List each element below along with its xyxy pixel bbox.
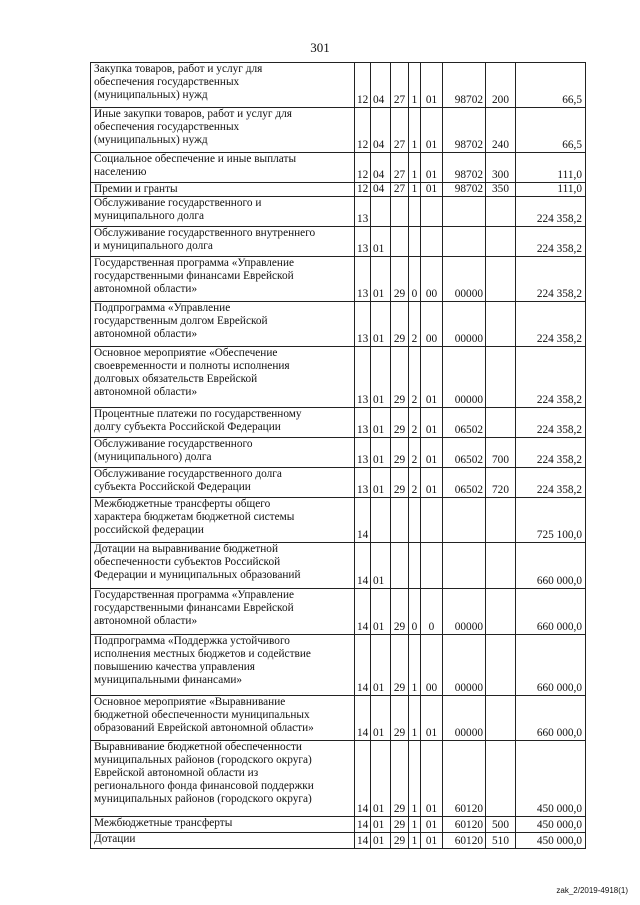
table-row xyxy=(91,438,586,468)
amount: 450 000,0 xyxy=(516,833,586,849)
budget-item-name: Основное мероприятие «Выравнивание бюджетной обеспеченности муниципальных образований Еврейской автономной области» xyxy=(91,696,355,741)
subprogram-code: 0 xyxy=(409,257,421,302)
amount: 224 358,2 xyxy=(516,227,586,257)
program-code: 29 xyxy=(391,817,409,833)
direction-code: 00000 xyxy=(443,589,486,635)
section-code: 14 xyxy=(355,589,371,635)
section-code: 14 xyxy=(355,635,371,696)
table-row xyxy=(91,408,586,438)
section-code: 14 xyxy=(355,696,371,741)
program-code: 29 xyxy=(391,408,409,438)
section-code: 13 xyxy=(355,257,371,302)
section-code: 14 xyxy=(355,833,371,849)
activity-code: 01 xyxy=(421,438,443,468)
subprogram-code: 0 xyxy=(409,589,421,635)
table-row xyxy=(91,741,586,817)
subsection-code: 01 xyxy=(371,227,391,257)
table-row xyxy=(91,468,586,498)
amount: 224 358,2 xyxy=(516,347,586,408)
table-row xyxy=(91,589,586,635)
document-code: zak_2/2019-4918(1) xyxy=(556,886,628,895)
budget-item-name: Межбюджетные трансферты общего характера бюджетам бюджетной системы российской федерации xyxy=(91,498,355,543)
direction-code: 00000 xyxy=(443,696,486,741)
activity-code: 01 xyxy=(421,153,443,183)
direction-code xyxy=(443,498,486,543)
table-row xyxy=(91,347,586,408)
expense-type-code: 350 xyxy=(486,183,516,197)
amount: 66,5 xyxy=(516,63,586,108)
amount: 725 100,0 xyxy=(516,498,586,543)
expense-type-code: 240 xyxy=(486,108,516,153)
table-row xyxy=(91,543,586,589)
subsection-code: 01 xyxy=(371,543,391,589)
table-row xyxy=(91,696,586,741)
activity-code: 0 xyxy=(421,589,443,635)
subsection-code: 04 xyxy=(371,153,391,183)
section-code: 13 xyxy=(355,408,371,438)
activity-code: 01 xyxy=(421,108,443,153)
amount: 224 358,2 xyxy=(516,468,586,498)
budget-item-name: Обслуживание государственного внутреннего и муниципального долга xyxy=(91,227,355,257)
subsection-code: 04 xyxy=(371,63,391,108)
expense-type-code: 300 xyxy=(486,153,516,183)
expense-type-code: 720 xyxy=(486,468,516,498)
amount: 224 358,2 xyxy=(516,438,586,468)
activity-code: 01 xyxy=(421,408,443,438)
subprogram-code xyxy=(409,197,421,227)
subprogram-code: 1 xyxy=(409,63,421,108)
section-code: 13 xyxy=(355,347,371,408)
program-code xyxy=(391,543,409,589)
subsection-code: 01 xyxy=(371,817,391,833)
program-code: 27 xyxy=(391,153,409,183)
program-code xyxy=(391,498,409,543)
subsection-code: 01 xyxy=(371,302,391,347)
program-code: 29 xyxy=(391,741,409,817)
section-code: 13 xyxy=(355,227,371,257)
activity-code: 00 xyxy=(421,635,443,696)
section-code: 12 xyxy=(355,63,371,108)
direction-code xyxy=(443,227,486,257)
program-code: 29 xyxy=(391,468,409,498)
subprogram-code: 1 xyxy=(409,635,421,696)
subprogram-code: 2 xyxy=(409,302,421,347)
subsection-code: 01 xyxy=(371,408,391,438)
budget-item-name: Государственная программа «Управление государственными финансами Еврейской автономной области» xyxy=(91,257,355,302)
expense-type-code xyxy=(486,302,516,347)
subprogram-code: 1 xyxy=(409,696,421,741)
section-code: 13 xyxy=(355,468,371,498)
direction-code: 06502 xyxy=(443,408,486,438)
activity-code: 01 xyxy=(421,817,443,833)
amount: 660 000,0 xyxy=(516,589,586,635)
subprogram-code: 2 xyxy=(409,438,421,468)
activity-code: 01 xyxy=(421,696,443,741)
activity-code: 01 xyxy=(421,63,443,108)
program-code xyxy=(391,227,409,257)
expense-type-code: 500 xyxy=(486,817,516,833)
table-row xyxy=(91,302,586,347)
activity-code: 00 xyxy=(421,302,443,347)
program-code: 29 xyxy=(391,438,409,468)
direction-code: 60120 xyxy=(443,741,486,817)
subsection-code: 01 xyxy=(371,347,391,408)
subsection-code: 04 xyxy=(371,108,391,153)
table-row xyxy=(91,635,586,696)
subprogram-code: 1 xyxy=(409,108,421,153)
activity-code: 01 xyxy=(421,741,443,817)
activity-code xyxy=(421,227,443,257)
subsection-code: 01 xyxy=(371,589,391,635)
subprogram-code xyxy=(409,543,421,589)
subsection-code: 01 xyxy=(371,635,391,696)
budget-item-name: Процентные платежи по государственному долгу субъекта Российской Федерации xyxy=(91,408,355,438)
subprogram-code: 1 xyxy=(409,741,421,817)
budget-table xyxy=(90,62,586,849)
table-row xyxy=(91,108,586,153)
subprogram-code: 1 xyxy=(409,833,421,849)
activity-code: 01 xyxy=(421,347,443,408)
activity-code: 01 xyxy=(421,833,443,849)
subsection-code: 04 xyxy=(371,183,391,197)
direction-code: 98702 xyxy=(443,108,486,153)
budget-item-name: Дотации на выравнивание бюджетной обеспеченности субъектов Российской Федерации и муниципальных образований xyxy=(91,543,355,589)
expense-type-code xyxy=(486,696,516,741)
subsection-code: 01 xyxy=(371,833,391,849)
expense-type-code: 510 xyxy=(486,833,516,849)
subprogram-code: 2 xyxy=(409,468,421,498)
program-code: 29 xyxy=(391,589,409,635)
section-code: 12 xyxy=(355,108,371,153)
subprogram-code xyxy=(409,227,421,257)
amount: 450 000,0 xyxy=(516,817,586,833)
table-row xyxy=(91,227,586,257)
expense-type-code xyxy=(486,498,516,543)
amount: 111,0 xyxy=(516,153,586,183)
amount: 111,0 xyxy=(516,183,586,197)
program-code: 27 xyxy=(391,183,409,197)
budget-item-name: Основное мероприятие «Обеспечение своевременности и полноты исполнения долговых обязательств Еврейской автономной области» xyxy=(91,347,355,408)
activity-code: 01 xyxy=(421,183,443,197)
activity-code xyxy=(421,543,443,589)
section-code: 14 xyxy=(355,817,371,833)
expense-type-code xyxy=(486,589,516,635)
program-code: 27 xyxy=(391,63,409,108)
activity-code: 01 xyxy=(421,468,443,498)
table-row xyxy=(91,498,586,543)
amount: 224 358,2 xyxy=(516,408,586,438)
direction-code: 98702 xyxy=(443,183,486,197)
subprogram-code: 2 xyxy=(409,347,421,408)
subprogram-code: 1 xyxy=(409,153,421,183)
budget-item-name: Дотации xyxy=(91,833,355,849)
table-row xyxy=(91,153,586,183)
subsection-code: 01 xyxy=(371,438,391,468)
amount: 660 000,0 xyxy=(516,696,586,741)
subsection-code: 01 xyxy=(371,741,391,817)
table-row xyxy=(91,183,586,197)
program-code: 29 xyxy=(391,347,409,408)
section-code: 14 xyxy=(355,543,371,589)
expense-type-code xyxy=(486,741,516,817)
direction-code: 00000 xyxy=(443,257,486,302)
table-body xyxy=(91,63,586,849)
expense-type-code xyxy=(486,635,516,696)
subsection-code: 01 xyxy=(371,257,391,302)
section-code: 12 xyxy=(355,183,371,197)
program-code: 29 xyxy=(391,635,409,696)
amount: 224 358,2 xyxy=(516,197,586,227)
direction-code: 00000 xyxy=(443,302,486,347)
subprogram-code xyxy=(409,498,421,543)
amount: 224 358,2 xyxy=(516,302,586,347)
subsection-code: 01 xyxy=(371,468,391,498)
amount: 66,5 xyxy=(516,108,586,153)
expense-type-code xyxy=(486,227,516,257)
section-code: 14 xyxy=(355,741,371,817)
budget-item-name: Государственная программа «Управление государственными финансами Еврейской автономной области» xyxy=(91,589,355,635)
section-code: 14 xyxy=(355,498,371,543)
amount: 450 000,0 xyxy=(516,741,586,817)
direction-code: 60120 xyxy=(443,833,486,849)
budget-item-name: Обслуживание государственного (муниципального) долга xyxy=(91,438,355,468)
subprogram-code: 1 xyxy=(409,817,421,833)
table-row xyxy=(91,817,586,833)
direction-code xyxy=(443,197,486,227)
expense-type-code xyxy=(486,347,516,408)
direction-code: 00000 xyxy=(443,635,486,696)
table-row xyxy=(91,257,586,302)
program-code: 29 xyxy=(391,257,409,302)
program-code xyxy=(391,197,409,227)
page-number: 301 xyxy=(310,40,330,55)
activity-code xyxy=(421,197,443,227)
budget-item-name: Обслуживание государственного и муниципального долга xyxy=(91,197,355,227)
direction-code: 06502 xyxy=(443,468,486,498)
direction-code: 98702 xyxy=(443,63,486,108)
subsection-code: 01 xyxy=(371,696,391,741)
activity-code: 00 xyxy=(421,257,443,302)
section-code: 12 xyxy=(355,153,371,183)
expense-type-code xyxy=(486,543,516,589)
budget-item-name: Премии и гранты xyxy=(91,183,355,197)
budget-item-name: Подпрограмма «Поддержка устойчивого исполнения местных бюджетов и содействие повышению качества управления муниципальными финансами» xyxy=(91,635,355,696)
program-code: 29 xyxy=(391,302,409,347)
budget-item-name: Выравнивание бюджетной обеспеченности муниципальных районов (городского округа) Еврейской автономной области из регионального фонда финансовой поддержки муниципальных районов (городского округа) xyxy=(91,741,355,817)
direction-code: 60120 xyxy=(443,817,486,833)
amount: 224 358,2 xyxy=(516,257,586,302)
subsection-code xyxy=(371,498,391,543)
program-code: 27 xyxy=(391,108,409,153)
budget-item-name: Подпрограмма «Управление государственным долгом Еврейской автономной области» xyxy=(91,302,355,347)
expense-type-code xyxy=(486,257,516,302)
expense-type-code: 700 xyxy=(486,438,516,468)
subsection-code xyxy=(371,197,391,227)
budget-item-name: Закупка товаров, работ и услуг для обеспечения государственных (муниципальных) нужд xyxy=(91,63,355,108)
section-code: 13 xyxy=(355,197,371,227)
section-code: 13 xyxy=(355,438,371,468)
direction-code: 06502 xyxy=(443,438,486,468)
budget-item-name: Иные закупки товаров, работ и услуг для обеспечения государственных (муниципальных) нужд xyxy=(91,108,355,153)
amount: 660 000,0 xyxy=(516,543,586,589)
section-code: 13 xyxy=(355,302,371,347)
budget-item-name: Межбюджетные трансферты xyxy=(91,817,355,833)
budget-item-name: Обслуживание государственного долга субъекта Российской Федерации xyxy=(91,468,355,498)
direction-code: 00000 xyxy=(443,347,486,408)
amount: 660 000,0 xyxy=(516,635,586,696)
program-code: 29 xyxy=(391,833,409,849)
program-code: 29 xyxy=(391,696,409,741)
activity-code xyxy=(421,498,443,543)
budget-item-name: Социальное обеспечение и иные выплаты населению xyxy=(91,153,355,183)
subprogram-code: 2 xyxy=(409,408,421,438)
expense-type-code xyxy=(486,197,516,227)
table-row xyxy=(91,197,586,227)
expense-type-code: 200 xyxy=(486,63,516,108)
direction-code: 98702 xyxy=(443,153,486,183)
table-row xyxy=(91,833,586,849)
direction-code xyxy=(443,543,486,589)
expense-type-code xyxy=(486,408,516,438)
subprogram-code: 1 xyxy=(409,183,421,197)
table-row xyxy=(91,63,586,108)
